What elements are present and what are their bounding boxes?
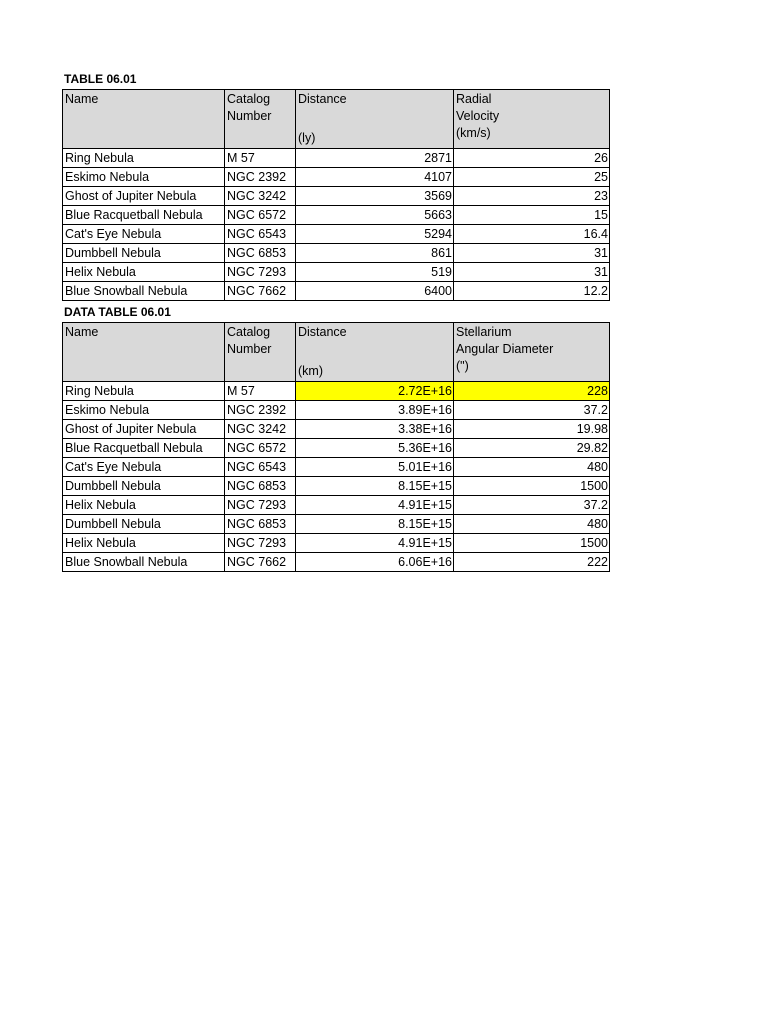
cell-value: 37.2 — [454, 401, 610, 420]
cell-catalog-number: NGC 7662 — [225, 553, 296, 572]
cell-distance: 2.72E+16 — [296, 382, 454, 401]
cell-distance: 519 — [296, 263, 454, 282]
cell-value: 29.82 — [454, 439, 610, 458]
table-row — [63, 496, 610, 515]
cell-name: Blue Snowball Nebula — [63, 282, 225, 301]
header-catalog-number: Catalog Number — [225, 323, 296, 382]
cell-distance: 6.06E+16 — [296, 553, 454, 572]
cell-catalog-number: NGC 6543 — [225, 458, 296, 477]
cell-value: 228 — [454, 382, 610, 401]
table-row — [63, 282, 610, 301]
cell-distance: 5294 — [296, 225, 454, 244]
cell-name: Ring Nebula — [63, 382, 225, 401]
cell-distance: 5.36E+16 — [296, 439, 454, 458]
cell-value: 16.4 — [454, 225, 610, 244]
cell-distance: 3.38E+16 — [296, 420, 454, 439]
table-row — [63, 439, 610, 458]
header-distance-km: Distance (km) — [296, 323, 454, 382]
cell-distance: 3569 — [296, 187, 454, 206]
cell-catalog-number: NGC 6853 — [225, 477, 296, 496]
angular-diameter-table — [62, 322, 610, 572]
table-header-row — [63, 323, 610, 382]
header-name: Name — [63, 323, 225, 382]
cell-name: Helix Nebula — [63, 534, 225, 553]
table-row — [63, 534, 610, 553]
cell-catalog-number: NGC 2392 — [225, 401, 296, 420]
cell-name: Dumbbell Nebula — [63, 244, 225, 263]
cell-catalog-number: NGC 2392 — [225, 168, 296, 187]
table-row — [63, 244, 610, 263]
cell-value: 19.98 — [454, 420, 610, 439]
cell-name: Cat's Eye Nebula — [63, 225, 225, 244]
table-row — [63, 149, 610, 168]
cell-name: Ring Nebula — [63, 149, 225, 168]
cell-catalog-number: NGC 6572 — [225, 439, 296, 458]
cell-name: Blue Racquetball Nebula — [63, 206, 225, 225]
cell-value: 31 — [454, 263, 610, 282]
cell-catalog-number: NGC 6853 — [225, 515, 296, 534]
cell-name: Dumbbell Nebula — [63, 477, 225, 496]
cell-catalog-number: NGC 3242 — [225, 420, 296, 439]
cell-value: 37.2 — [454, 496, 610, 515]
cell-value: 15 — [454, 206, 610, 225]
cell-distance: 4107 — [296, 168, 454, 187]
header-angular-diameter: Stellarium Angular Diameter (") — [454, 323, 610, 382]
table1-title: TABLE 06.01 — [64, 72, 137, 86]
cell-catalog-number: NGC 6572 — [225, 206, 296, 225]
cell-distance: 2871 — [296, 149, 454, 168]
cell-catalog-number: M 57 — [225, 149, 296, 168]
cell-name: Blue Snowball Nebula — [63, 553, 225, 572]
table-row — [63, 206, 610, 225]
table-row — [63, 263, 610, 282]
table-row — [63, 458, 610, 477]
table-row — [63, 553, 610, 572]
cell-name: Eskimo Nebula — [63, 168, 225, 187]
cell-value: 26 — [454, 149, 610, 168]
table-header-row — [63, 90, 610, 149]
header-catalog-number: Catalog Number — [225, 90, 296, 149]
header-name: Name — [63, 90, 225, 149]
cell-distance: 4.91E+15 — [296, 496, 454, 515]
cell-value: 222 — [454, 553, 610, 572]
header-distance-ly: Distance (ly) — [296, 90, 454, 149]
table-body — [63, 382, 610, 572]
cell-value: 23 — [454, 187, 610, 206]
table-row — [63, 401, 610, 420]
table2-title: DATA TABLE 06.01 — [64, 305, 171, 319]
cell-value: 31 — [454, 244, 610, 263]
cell-catalog-number: M 57 — [225, 382, 296, 401]
cell-catalog-number: NGC 7293 — [225, 534, 296, 553]
cell-catalog-number: NGC 7293 — [225, 496, 296, 515]
cell-distance: 5663 — [296, 206, 454, 225]
cell-distance: 5.01E+16 — [296, 458, 454, 477]
cell-catalog-number: NGC 6853 — [225, 244, 296, 263]
cell-name: Helix Nebula — [63, 263, 225, 282]
table-row — [63, 168, 610, 187]
cell-name: Dumbbell Nebula — [63, 515, 225, 534]
table-row — [63, 187, 610, 206]
cell-distance: 3.89E+16 — [296, 401, 454, 420]
table-row — [63, 477, 610, 496]
cell-name: Cat's Eye Nebula — [63, 458, 225, 477]
table-row — [63, 420, 610, 439]
cell-distance: 8.15E+15 — [296, 515, 454, 534]
cell-name: Ghost of Jupiter Nebula — [63, 420, 225, 439]
cell-distance: 6400 — [296, 282, 454, 301]
cell-name: Ghost of Jupiter Nebula — [63, 187, 225, 206]
cell-value: 480 — [454, 458, 610, 477]
cell-catalog-number: NGC 7293 — [225, 263, 296, 282]
cell-distance: 8.15E+15 — [296, 477, 454, 496]
cell-name: Helix Nebula — [63, 496, 225, 515]
cell-distance: 861 — [296, 244, 454, 263]
table-row — [63, 225, 610, 244]
cell-value: 1500 — [454, 477, 610, 496]
cell-catalog-number: NGC 3242 — [225, 187, 296, 206]
radial-velocity-table — [62, 89, 610, 301]
table-row — [63, 382, 610, 401]
cell-distance: 4.91E+15 — [296, 534, 454, 553]
cell-value: 480 — [454, 515, 610, 534]
cell-value: 25 — [454, 168, 610, 187]
cell-value: 1500 — [454, 534, 610, 553]
cell-name: Eskimo Nebula — [63, 401, 225, 420]
cell-catalog-number: NGC 6543 — [225, 225, 296, 244]
cell-name: Blue Racquetball Nebula — [63, 439, 225, 458]
table-body — [63, 149, 610, 301]
cell-catalog-number: NGC 7662 — [225, 282, 296, 301]
header-radial-velocity: Radial Velocity (km/s) — [454, 90, 610, 149]
cell-value: 12.2 — [454, 282, 610, 301]
table-row — [63, 515, 610, 534]
